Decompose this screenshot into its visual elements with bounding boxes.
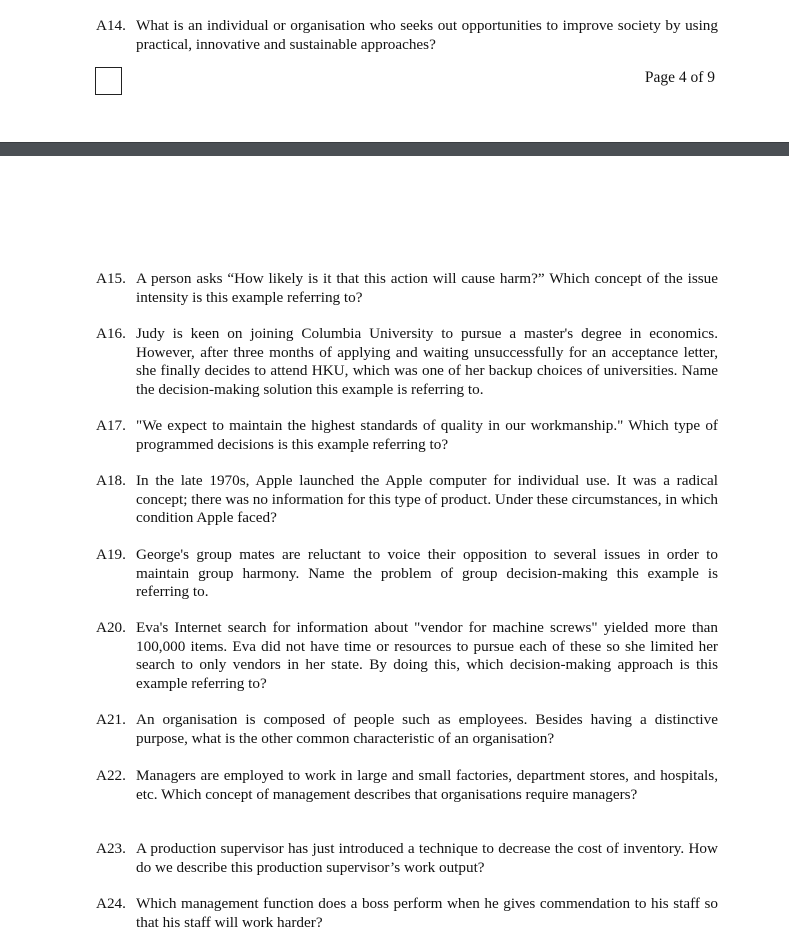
question-a20 bbox=[96, 619, 718, 693]
question-number: A16. bbox=[96, 325, 126, 342]
question-a22 bbox=[96, 767, 718, 804]
question-number: A24. bbox=[96, 895, 126, 912]
question-a19 bbox=[96, 546, 718, 602]
question-text: Which management function does a boss perform when he gives commendation to his staff so that his staff will work harder? bbox=[136, 895, 718, 931]
question-text: "We expect to maintain the highest standards of quality in our workmanship." Which type of programmed decisions is this example referring to? bbox=[136, 417, 718, 453]
page-separator bbox=[0, 142, 789, 157]
question-number: A22. bbox=[96, 767, 126, 784]
question-number: A15. bbox=[96, 270, 126, 287]
answer-checkbox[interactable] bbox=[95, 67, 122, 95]
question-number: A21. bbox=[96, 711, 126, 728]
question-text: George's group mates are reluctant to voice their opposition to several issues in order to maintain group harmony. Name the problem of group decision-making this example is referring to. bbox=[136, 546, 718, 601]
question-a14 bbox=[96, 17, 718, 54]
question-text: A production supervisor has just introduced a technique to decrease the cost of inventory. How do we describe this production supervisor’s work output? bbox=[136, 840, 718, 876]
question-a23 bbox=[96, 840, 718, 877]
page-number: Page 4 of 9 bbox=[644, 69, 715, 86]
question-number: A14. bbox=[96, 17, 126, 34]
question-number: A19. bbox=[96, 546, 126, 563]
question-text: Eva's Internet search for information about "vendor for machine screws" yielded more than 100,000 items. Eva did not have time or resources to pursue each of these so she limited her search to only vendors in her state. By doing this, which decision-making approach is this example referring to? bbox=[136, 619, 718, 692]
question-text: Managers are employed to work in large and small factories, department stores, and hospitals, etc. Which concept of management describes that organisations require managers? bbox=[136, 767, 718, 803]
question-a21 bbox=[96, 711, 718, 748]
question-number: A20. bbox=[96, 619, 126, 636]
question-a16 bbox=[96, 325, 718, 399]
question-a18 bbox=[96, 472, 718, 528]
question-number: A17. bbox=[96, 417, 126, 434]
question-number: A18. bbox=[96, 472, 126, 489]
question-text: Judy is keen on joining Columbia University to pursue a master's degree in economics. However, after three months of applying and waiting unsuccessfully for an acceptance letter, she finally decides to attend HKU, which was one of her backup choices of universities. Name the decision-making solution this example is referring to. bbox=[136, 325, 718, 398]
question-text: In the late 1970s, Apple launched the Apple computer for individual use. It was a radical concept; there was no information for this type of product. Under these circumstances, in which condition Apple faced? bbox=[136, 472, 719, 527]
question-text: An organisation is composed of people such as employees. Besides having a distinctive purpose, what is the other common characteristic of an organisation? bbox=[136, 711, 718, 747]
question-text: What is an individual or organisation who seeks out opportunities to improve society by using practical, innovative and sustainable approaches? bbox=[136, 17, 718, 53]
question-a15 bbox=[96, 270, 718, 307]
question-a24 bbox=[96, 895, 718, 932]
question-text: A person asks “How likely is it that this action will cause harm?” Which concept of the issue intensity is this example referring to? bbox=[136, 270, 718, 306]
question-number: A23. bbox=[96, 840, 126, 857]
question-a17 bbox=[96, 417, 718, 454]
page-4 bbox=[0, 0, 789, 142]
